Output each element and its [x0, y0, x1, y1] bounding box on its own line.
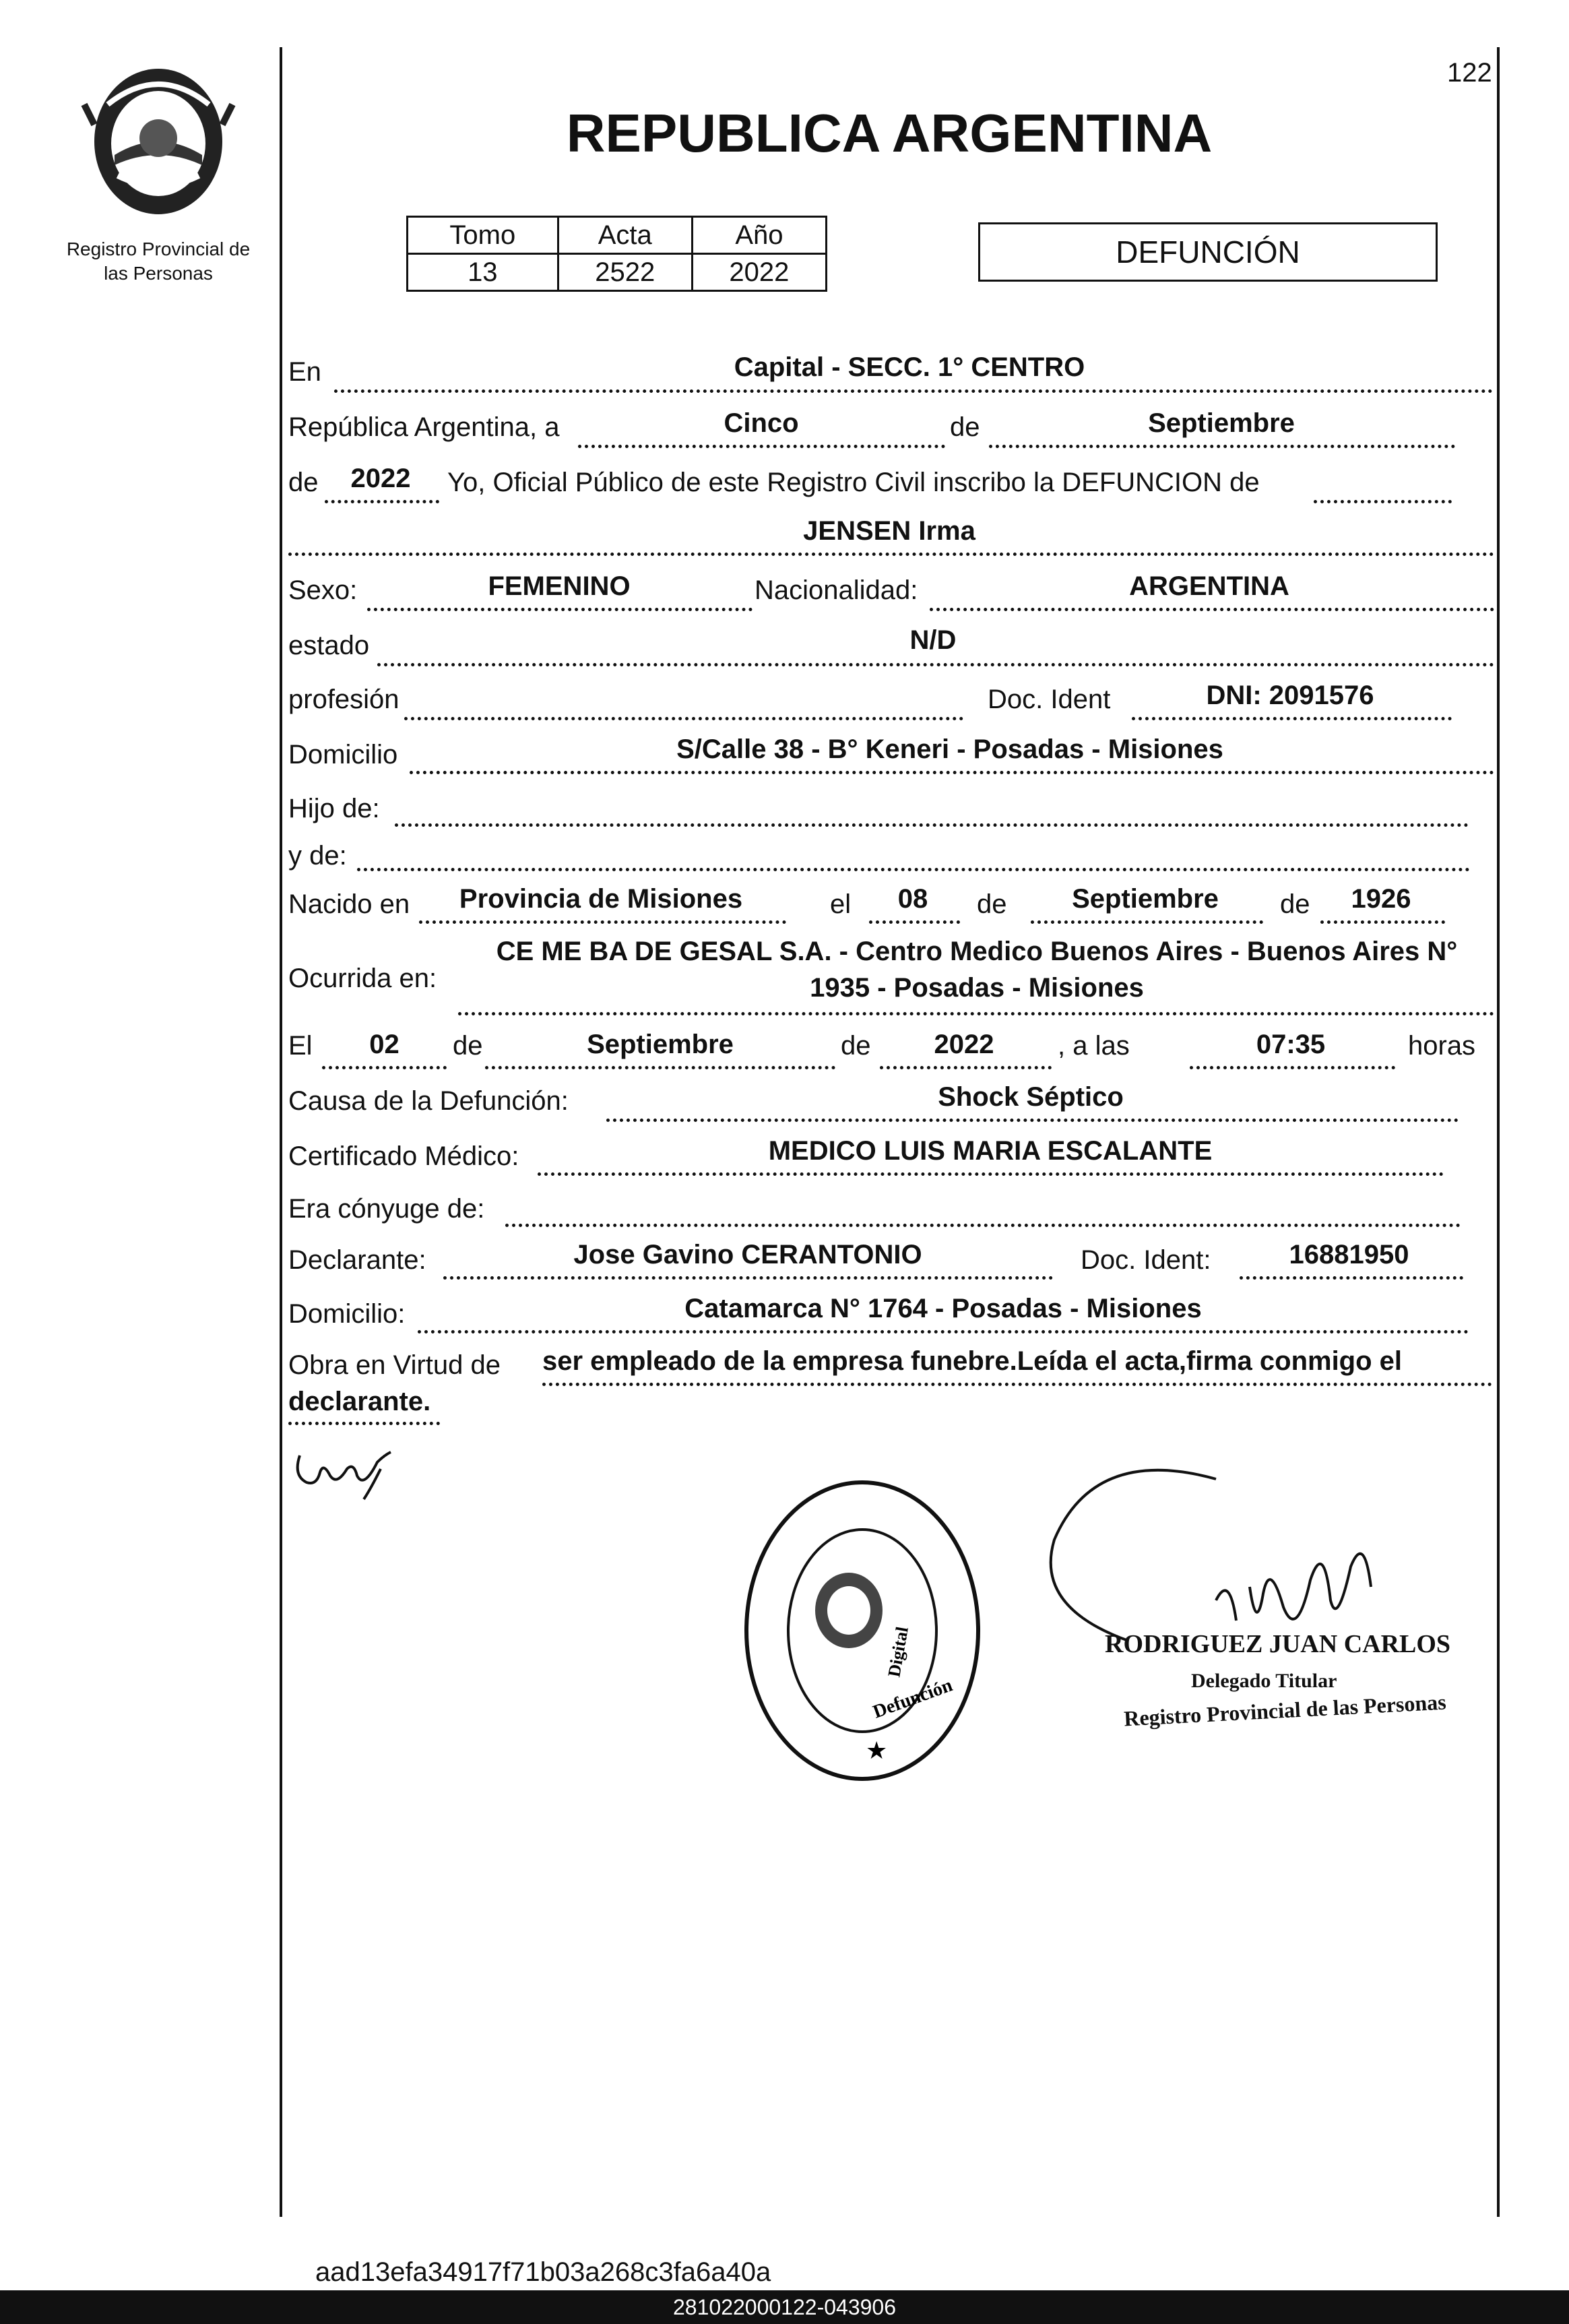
y-de-underline [357, 868, 1470, 871]
causa-label: Causa de la Defunción: [288, 1086, 569, 1116]
domicilio-value: S/Calle 38 - B° Keneri - Posadas - Misiones [676, 734, 1223, 764]
certificado-value: MEDICO LUIS MARIA ESCALANTE [768, 1136, 1213, 1166]
nacionalidad-underline [930, 608, 1494, 611]
doc-ident-label: Doc. Ident [988, 685, 1111, 714]
anio-value: 2022 [692, 254, 826, 291]
decl-doc-label: Doc. Ident: [1081, 1245, 1211, 1275]
page-title: REPUBLICA ARGENTINA [566, 103, 1213, 163]
day-value: Cinco [724, 408, 799, 438]
de2-label: de [288, 468, 319, 497]
register-header-row [408, 217, 827, 254]
nacionalidad-label: Nacionalidad: [755, 575, 918, 605]
hijo-underline [395, 823, 1469, 827]
official-title: Delegado Titular [1191, 1670, 1337, 1692]
birth-year-underline [1320, 920, 1445, 924]
a-las-label: , a las [1058, 1031, 1130, 1061]
ocurrida-line2: 1935 - Posadas - Misiones [810, 973, 1144, 1003]
registry-line1: Registro Provincial de [66, 239, 251, 259]
sexo-underline [367, 608, 753, 611]
year-underline [325, 500, 439, 503]
certificado-underline [538, 1172, 1444, 1176]
horas-label: horas [1408, 1031, 1476, 1061]
provincial-seal [81, 64, 236, 219]
decl-domicilio-underline [418, 1330, 1469, 1333]
decl-domicilio-value: Catamarca N° 1764 - Posadas - Misiones [684, 1294, 1202, 1323]
certificado-label: Certificado Médico: [288, 1141, 519, 1171]
nacido-underline [419, 920, 786, 924]
ocurrida-label: Ocurrida en: [288, 964, 437, 993]
en-underline [334, 389, 1493, 393]
de6-label: de [841, 1031, 871, 1061]
anio-header: Año [692, 217, 826, 254]
ocurrida-line1: CE ME BA DE GESAL S.A. - Centro Medico Buenos Aires - Buenos Aires N° [496, 937, 1458, 966]
month-underline [989, 445, 1455, 448]
sexo-value: FEMENINO [488, 571, 631, 601]
acta-header: Acta [558, 217, 692, 254]
republica-label: República Argentina, a [288, 412, 560, 442]
obra-value-line2: declarante. [288, 1387, 431, 1416]
death-day: 02 [369, 1030, 399, 1059]
birth-month-underline [1031, 920, 1263, 924]
estado-value: N/D [909, 625, 957, 655]
de5-label: de [453, 1031, 483, 1061]
de4-label: de [1280, 889, 1310, 919]
birth-day: 08 [897, 884, 928, 914]
death-year: 2022 [934, 1030, 994, 1059]
barcode-text: 281022000122-043906 [673, 2295, 896, 2319]
domicilio-label: Domicilio [288, 740, 398, 770]
svg-text:Digital: Digital [884, 1625, 912, 1679]
en-value: Capital - SECC. 1° CENTRO [734, 352, 1085, 382]
death-time: 07:35 [1256, 1030, 1326, 1059]
estado-label: estado [288, 631, 370, 660]
official-office: Registro Provincial de las Personas [1123, 1689, 1447, 1731]
decl-domicilio-label: Domicilio: [288, 1299, 406, 1329]
tomo-header: Tomo [408, 217, 558, 254]
death-month: Septiembre [587, 1030, 734, 1059]
ocurrida-underline [458, 1012, 1494, 1015]
registry-name [47, 237, 269, 286]
month-value: Septiembre [1148, 408, 1295, 438]
register-table [406, 216, 827, 292]
decl-doc-underline [1240, 1276, 1463, 1280]
causa-value: Shock Séptico [938, 1082, 1124, 1112]
day-underline [578, 445, 945, 448]
el-label: el [830, 889, 852, 919]
conyuge-label: Era cónyuge de: [288, 1194, 485, 1224]
record-type-box: DEFUNCIÓN [978, 222, 1438, 282]
declarante-label: Declarante: [288, 1245, 426, 1275]
profesion-underline [404, 717, 963, 720]
birth-year: 1926 [1351, 884, 1411, 914]
deceased-name: JENSEN Irma [803, 516, 975, 546]
y-de-label: y de: [288, 841, 347, 871]
nacido-value: Provincia de Misiones [459, 884, 743, 914]
doc-ident-underline [1132, 717, 1452, 720]
death-year-underline [880, 1066, 1052, 1069]
declarante-underline [443, 1276, 1053, 1280]
nacionalidad-value: ARGENTINA [1129, 571, 1289, 601]
sexo-label: Sexo: [288, 575, 358, 605]
tomo-value: 13 [408, 254, 558, 291]
declarante-value: Jose Gavino CERANTONIO [573, 1240, 922, 1269]
official-name: RODRIGUEZ JUAN CARLOS [1105, 1630, 1451, 1658]
svg-text:Defunción: Defunción [870, 1674, 955, 1723]
profesion-label: profesión [288, 685, 399, 714]
death-time-underline [1190, 1066, 1395, 1069]
obra-label: Obra en Virtud de [288, 1350, 501, 1380]
official-stamp [738, 1476, 987, 1786]
birth-day-underline [869, 920, 960, 924]
inscription-underline [1314, 500, 1452, 503]
causa-underline [606, 1119, 1459, 1122]
left-margin-line [280, 47, 282, 2217]
obra-value-line1: ser empleado de la empresa funebre.Leída el acta,firma conmigo el [542, 1346, 1403, 1376]
svg-text:★: ★ [866, 1737, 888, 1765]
en-label: En [288, 357, 321, 387]
death-day-underline [322, 1066, 447, 1069]
document-hash: aad13efa34917f71b03a268c3fa6a40a [315, 2257, 771, 2287]
name-underline [288, 553, 1494, 556]
inscription-text: Yo, Oficial Público de este Registro Civil inscribo la DEFUNCION de [447, 468, 1260, 497]
death-month-underline [485, 1066, 835, 1069]
year-value: 2022 [350, 464, 411, 493]
obra-underline2 [288, 1422, 440, 1425]
acta-value: 2522 [558, 254, 692, 291]
doc-ident-value: DNI: 2091576 [1206, 681, 1374, 710]
el2-label: El [288, 1031, 313, 1061]
conyuge-underline [505, 1224, 1461, 1227]
birth-month: Septiembre [1072, 884, 1219, 914]
decl-doc-value: 16881950 [1289, 1240, 1409, 1269]
register-value-row [408, 254, 827, 291]
obra-underline1 [542, 1383, 1492, 1386]
right-margin-line [1497, 47, 1500, 2217]
nacido-label: Nacido en [288, 889, 410, 919]
registry-line2: las Personas [104, 263, 213, 284]
footer-bar [0, 2290, 1569, 2324]
de3-label: de [977, 889, 1007, 919]
page-number: 122 [1447, 58, 1492, 88]
hijo-label: Hijo de: [288, 794, 380, 823]
estado-underline [377, 663, 1494, 666]
declarant-signature [290, 1435, 424, 1503]
domicilio-underline [410, 771, 1494, 774]
de-label: de [950, 412, 980, 442]
